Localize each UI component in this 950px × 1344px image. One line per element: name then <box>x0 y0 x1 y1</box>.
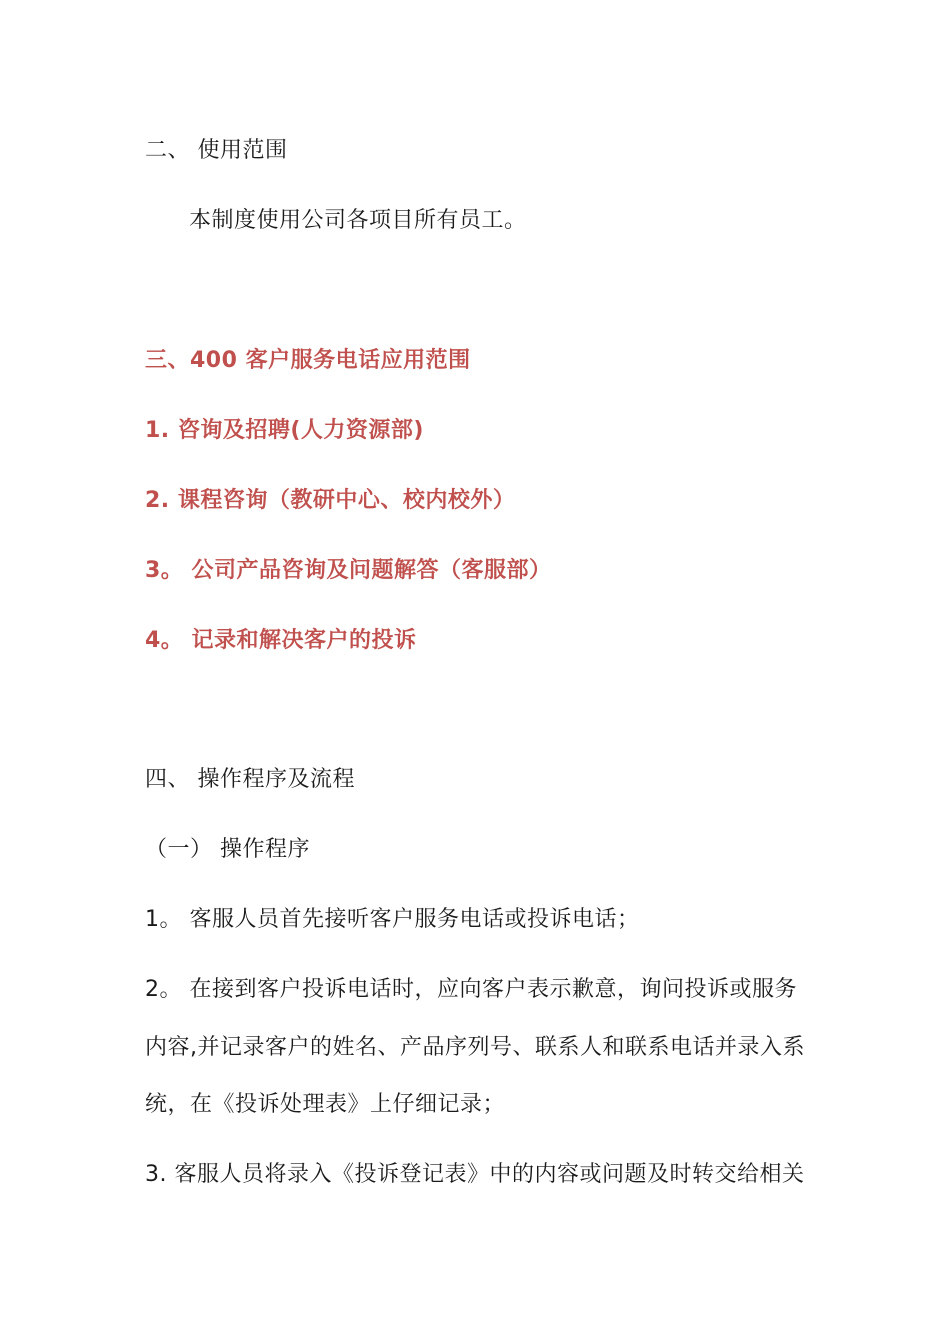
procedure-step: 2。 在接到客户投诉电话时，应向客户表示歉意，询问投诉或服务 <box>145 977 797 1002</box>
procedure-step: 1。 客服人员首先接听客户服务电话或投诉电话； <box>145 907 640 932</box>
section-3-item: 4。 记录和解决客户的投诉 <box>145 628 417 653</box>
section-4-heading: 四、 操作程序及流程 <box>145 767 355 792</box>
section-2-heading: 二、 使用范围 <box>145 138 288 163</box>
section-3-item: 2. 课程咨询（教研中心、校内校外） <box>145 488 516 513</box>
section-2-body: 本制度使用公司各项目所有员工。 <box>189 208 527 233</box>
procedure-step: 3. 客服人员将录入《投诉登记表》中的内容或问题及时转交给相关 <box>145 1162 805 1187</box>
section-3-heading: 三、400 客户服务电话应用范围 <box>145 348 471 373</box>
procedure-step-continuation: 统，在《投诉处理表》上仔细记录； <box>145 1092 506 1117</box>
procedure-step-continuation: 内容,并记录客户的姓名、产品序列号、联系人和联系电话并录入系 <box>145 1035 805 1060</box>
section-3-item: 1. 咨询及招聘(人力资源部) <box>145 418 424 443</box>
section-3-item: 3。 公司产品咨询及问题解答（客服部） <box>145 558 552 583</box>
section-4-subheading: （一） 操作程序 <box>145 837 310 862</box>
